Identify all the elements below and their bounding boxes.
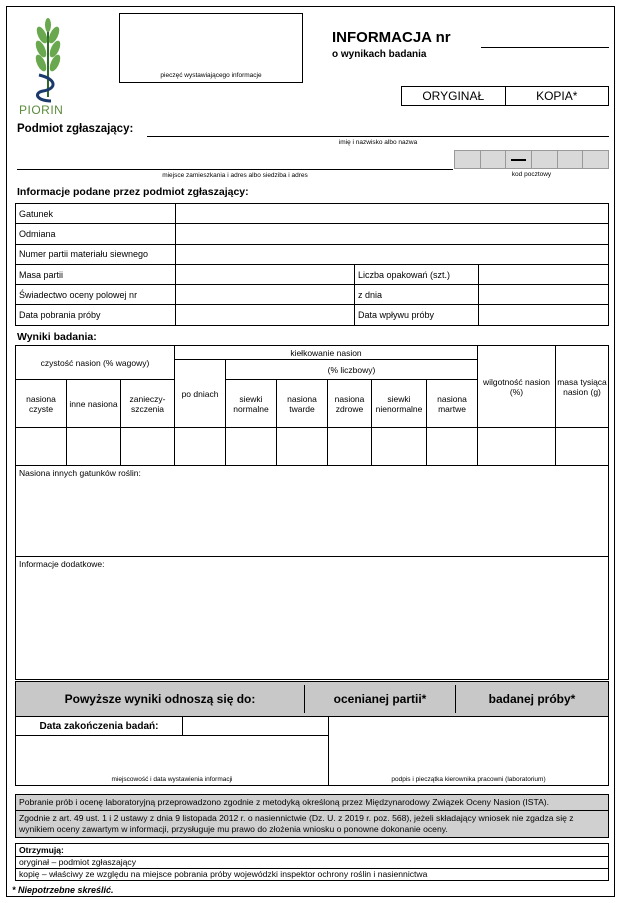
signature-field[interactable] <box>329 717 609 786</box>
batch-number-label: Numer partii materiału siewnego <box>16 244 176 264</box>
certificate-field[interactable] <box>176 285 355 305</box>
percent-count-header: (% liczbowy) <box>226 360 478 380</box>
gatunek-field[interactable] <box>176 204 609 224</box>
packages-field[interactable] <box>479 264 609 284</box>
original-copy-selector <box>401 86 609 106</box>
results-cell[interactable] <box>556 428 609 466</box>
stamp-caption: pieczęć wystawiającego informacje <box>160 72 262 79</box>
other-species-box[interactable] <box>15 466 609 557</box>
signature-caption: podpis i pieczątka kierownika pracowni (laboratorium) <box>391 776 546 783</box>
postal-digit[interactable] <box>455 151 481 168</box>
number-field[interactable] <box>481 47 609 48</box>
other-species-label: Nasiona innych gatunków roślin: <box>19 468 141 478</box>
document-subtitle: o wynikach badania <box>332 49 427 60</box>
results-cell[interactable] <box>427 428 478 466</box>
recipient-original: oryginał – podmiot zgłaszający <box>16 856 608 868</box>
results-cell[interactable] <box>175 428 226 466</box>
document-title: INFORMACJA nr <box>332 29 451 46</box>
footnote: * Niepotrzebne skreślić. <box>12 885 114 895</box>
copy-option[interactable]: KOPIA* <box>505 87 609 105</box>
postal-digit[interactable] <box>583 151 608 168</box>
info-heading: Informacje podane przez podmiot zgłaszający: <box>17 186 249 198</box>
hard-seeds-header: nasiona twarde <box>277 380 328 428</box>
address-caption: miejsce zamieszkania i adres albo siedziba i adres <box>162 172 308 179</box>
assessed-batch-option[interactable]: ocenianej partii* <box>305 685 456 713</box>
results-cell[interactable] <box>478 428 556 466</box>
place-date-caption: miejscowość i data wystawienia informacji <box>111 776 233 783</box>
additional-info-box[interactable] <box>15 557 609 680</box>
batch-mass-label: Masa partii <box>16 264 176 284</box>
name-caption: imię i nazwisko albo nazwa <box>338 139 418 146</box>
other-seeds-header: inne nasiona <box>67 380 121 428</box>
results-cell[interactable] <box>372 428 427 466</box>
normal-seedlings-header: siewki normalne <box>226 380 277 428</box>
recipients-box <box>15 843 609 881</box>
moisture-header: wilgotność nasion (%) <box>478 346 556 428</box>
odmiana-field[interactable] <box>176 224 609 244</box>
receipt-date-field[interactable] <box>479 305 609 325</box>
logo-text: PIORIN <box>19 103 64 117</box>
info-table <box>15 203 609 326</box>
sampling-date-field[interactable] <box>176 305 355 325</box>
abnormal-seedlings-header: siewki nienormalne <box>372 380 427 428</box>
recipient-copy: kopię – właściwy ze względu na miejsce pobrania próby wojewódzki inspektor ochrony roślin i nasiennictwa <box>16 868 608 880</box>
piorin-logo <box>17 17 79 117</box>
applicant-label: Podmiot zgłaszający: <box>17 123 134 135</box>
place-date-field[interactable] <box>15 736 329 786</box>
batch-number-field[interactable] <box>176 244 609 264</box>
tested-sample-option[interactable]: badanej próby* <box>456 685 608 713</box>
results-cell[interactable] <box>16 428 67 466</box>
postal-digit[interactable] <box>558 151 584 168</box>
certificate-date-label: z dnia <box>355 285 479 305</box>
certificate-date-field[interactable] <box>479 285 609 305</box>
end-date-field[interactable] <box>183 717 329 736</box>
wheat-icon <box>17 17 79 105</box>
pure-seeds-header: nasiona czyste <box>16 380 67 428</box>
purity-header: czystość nasion (% wagowy) <box>16 346 175 380</box>
notes-box <box>15 794 609 838</box>
applicant-name-field[interactable] <box>147 136 609 137</box>
days-header: po dniach <box>175 360 226 428</box>
thousand-seed-mass-header: masa tysiąca nasion (g) <box>556 346 609 428</box>
results-heading: Wyniki badania: <box>17 331 97 343</box>
postal-caption: kod pocztowy <box>511 171 552 178</box>
results-cell[interactable] <box>277 428 328 466</box>
postal-separator <box>506 151 532 168</box>
recipients-title: Otrzymują: <box>19 845 64 855</box>
germination-header: kiełkowanie nasion <box>175 346 478 360</box>
packages-label: Liczba opakowań (szt.) <box>355 264 479 284</box>
postal-code-field[interactable] <box>454 150 609 169</box>
results-cell[interactable] <box>67 428 121 466</box>
form-page <box>6 6 615 897</box>
receipt-date-label: Data wpływu próby <box>355 305 479 325</box>
results-table <box>15 345 609 466</box>
postal-digit[interactable] <box>532 151 558 168</box>
results-cell[interactable] <box>226 428 277 466</box>
end-date-label: Data zakończenia badań: <box>15 717 183 736</box>
stamp-box <box>119 13 303 83</box>
ista-note: Pobranie prób i ocenę laboratoryjną przeprowadzono zgodnie z metodyką określoną przez Międzynarodowy Związek Oceny Nasion (ISTA). <box>19 797 550 807</box>
original-option[interactable]: ORYGINAŁ <box>422 89 485 103</box>
results-cell[interactable] <box>328 428 372 466</box>
gatunek-label: Gatunek <box>16 204 176 224</box>
batch-mass-field[interactable] <box>176 264 355 284</box>
results-apply-bar <box>15 681 609 717</box>
odmiana-label: Odmiana <box>16 224 176 244</box>
healthy-seeds-header: nasiona zdrowe <box>328 380 372 428</box>
results-apply-label: Powyższe wyniki odnoszą się do: <box>16 685 305 713</box>
additional-info-label: Informacje dodatkowe: <box>19 559 105 569</box>
law-note: Zgodnie z art. 49 ust. 1 i 2 ustawy z dnia 9 listopada 2012 r. o nasiennictwie (Dz. U. z 2019 r. poz. 568), jeżeli składający wniosek nie zgadza się z wynikiem oceny zawartym w informacji, przysługuje mu prawo do złożenia wniosku o ponowne dokonanie oceny. <box>16 810 608 837</box>
certificate-label: Świadectwo oceny polowej nr <box>16 285 176 305</box>
applicant-address-field[interactable] <box>17 169 453 170</box>
sampling-date-label: Data pobrania próby <box>16 305 176 325</box>
impurities-header: zanieczy-szczenia <box>121 380 175 428</box>
postal-digit[interactable] <box>481 151 507 168</box>
results-cell[interactable] <box>121 428 175 466</box>
dead-seeds-header: nasiona martwe <box>427 380 478 428</box>
